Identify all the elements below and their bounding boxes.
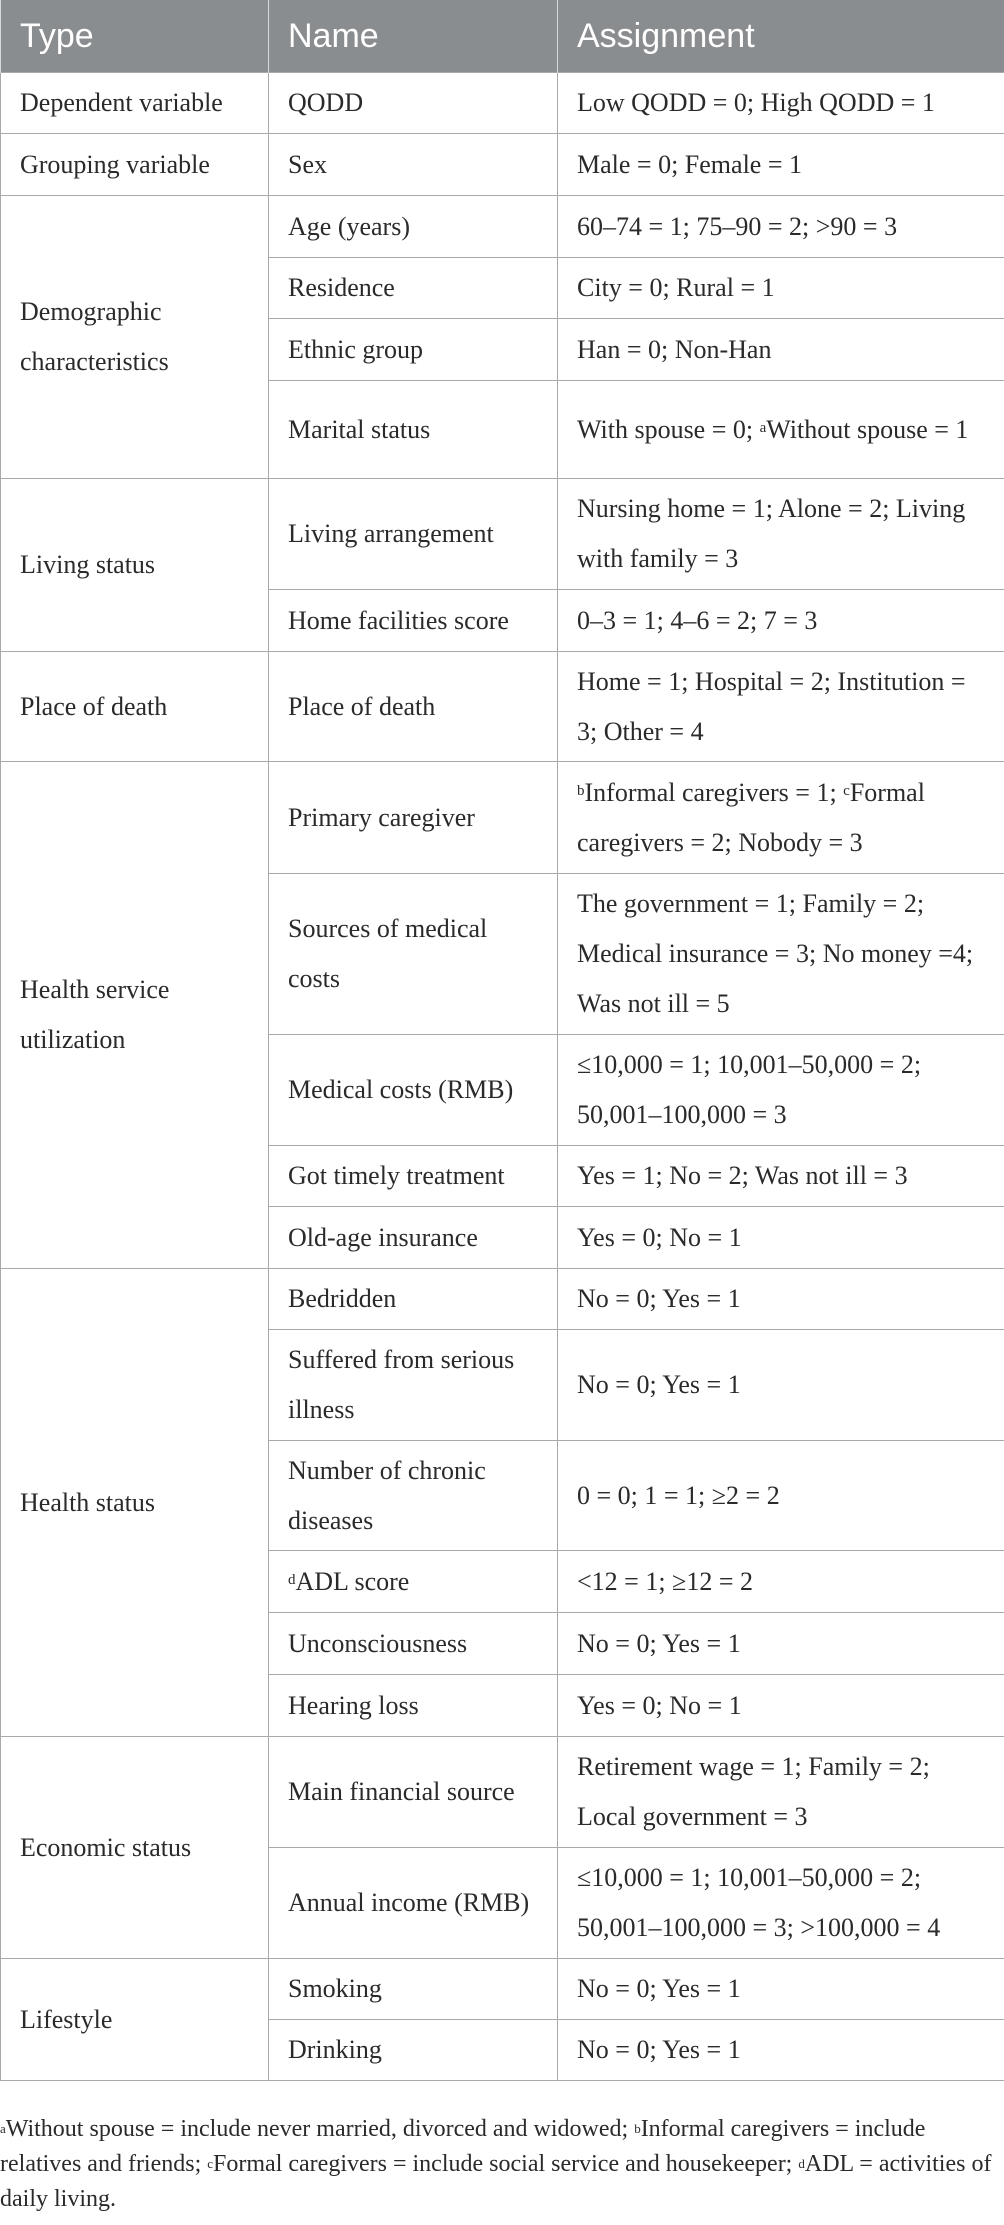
table-header: [1, 0, 1004, 73]
footnote-text: Without spouse = include never married, divorced and widowed;: [5, 2116, 635, 2142]
assignment-cell: Yes = 0; No = 1: [558, 1675, 1004, 1737]
assignment-cell: Han = 0; Non-Han: [558, 319, 1004, 381]
footnote-marker: d: [798, 2156, 805, 2171]
table-footnotes: [0, 2112, 1004, 2217]
assignment-cell: Retirement wage = 1; Family = 2; Local government = 3: [558, 1737, 1004, 1848]
name-cell: QODD: [269, 73, 558, 134]
type-cell: Dependent variable: [1, 73, 269, 134]
assignment-cell: Yes = 1; No = 2; Was not ill = 3: [558, 1146, 1004, 1207]
table-row: [1, 762, 1004, 874]
table-row: [1, 1269, 1004, 1330]
footnote-text: Informal caregivers = include relatives and friends;: [0, 2116, 926, 2177]
footnote-text: ADL = activities of daily living.: [0, 2151, 992, 2212]
assignment-cell: 60–74 = 1; 75–90 = 2; >90 = 3: [558, 196, 1004, 258]
assignment-cell: 0–3 = 1; 4–6 = 2; 7 = 3: [558, 590, 1004, 652]
name-cell: Old-age insurance: [269, 1207, 558, 1269]
assignment-text: Without spouse = 1: [766, 414, 969, 444]
assignment-cell: 0 = 0; 1 = 1; ≥2 = 2: [558, 1441, 1004, 1551]
type-cell: Living status: [1, 479, 269, 652]
assignment-cell: No = 0; Yes = 1: [558, 1269, 1004, 1330]
table-row: [1, 196, 1004, 258]
type-cell: Place of death: [1, 652, 269, 762]
assignment-cell: ≤10,000 = 1; 10,001–50,000 = 2; 50,001–100,000 = 3: [558, 1035, 1004, 1146]
footnote-marker: b: [577, 782, 585, 799]
assignment-cell: No = 0; Yes = 1: [558, 2020, 1004, 2081]
table-row: [1, 652, 1004, 762]
name-cell: Living arrangement: [269, 479, 558, 590]
assignment-cell: Home = 1; Hospital = 2; Institution = 3; Other = 4: [558, 652, 1004, 762]
header-name: Name: [269, 0, 558, 73]
assignment-cell: ≤10,000 = 1; 10,001–50,000 = 2; 50,001–100,000 = 3; >100,000 = 4: [558, 1848, 1004, 1959]
name-cell: Ethnic group: [269, 319, 558, 381]
name-cell: Marital status: [269, 381, 558, 479]
name-cell: Got timely treatment: [269, 1146, 558, 1207]
name-cell: Place of death: [269, 652, 558, 762]
footnote-marker: c: [207, 2156, 214, 2171]
assignment-cell: No = 0; Yes = 1: [558, 1613, 1004, 1675]
type-cell: Health service utilization: [1, 762, 269, 1269]
type-cell: Grouping variable: [1, 134, 269, 196]
type-cell: Lifestyle: [1, 1959, 269, 2081]
footnote-marker: a: [759, 419, 767, 436]
table-body: [1, 73, 1004, 2081]
assignment-cell: The government = 1; Family = 2; Medical insurance = 3; No money =4; Was not ill = 5: [558, 874, 1004, 1035]
header-type: Type: [1, 0, 269, 73]
name-cell: Number of chronic diseases: [269, 1441, 558, 1551]
name-cell: Sex: [269, 134, 558, 196]
name-cell: Home facilities score: [269, 590, 558, 652]
assignment-cell: Low QODD = 0; High QODD = 1: [558, 73, 1004, 134]
assignment-cell: Yes = 0; No = 1: [558, 1207, 1004, 1269]
table-row: [1, 1959, 1004, 2020]
name-cell: [269, 1551, 558, 1613]
name-cell: Primary caregiver: [269, 762, 558, 874]
name-cell: Residence: [269, 258, 558, 319]
table-row: [1, 73, 1004, 134]
assignment-text: Informal caregivers = 1;: [584, 777, 844, 807]
assignment-cell: City = 0; Rural = 1: [558, 258, 1004, 319]
assignment-cell: [558, 762, 1004, 874]
name-cell: Hearing loss: [269, 1675, 558, 1737]
assignment-cell: No = 0; Yes = 1: [558, 1959, 1004, 2020]
table-row: [1, 134, 1004, 196]
assignment-cell: [558, 381, 1004, 479]
footnote-marker: a: [0, 2121, 6, 2136]
footnote-text: Formal caregivers = include social service and housekeeper;: [213, 2151, 799, 2177]
name-cell: Medical costs (RMB): [269, 1035, 558, 1146]
header-assignment: Assignment: [558, 0, 1004, 73]
name-cell: Main financial source: [269, 1737, 558, 1848]
table-row: [1, 1737, 1004, 1848]
footnote-marker: d: [288, 1571, 296, 1588]
name-cell: Age (years): [269, 196, 558, 258]
table-row: [1, 479, 1004, 590]
type-cell: Demographic characteristics: [1, 196, 269, 479]
header-row: [1, 0, 1004, 73]
name-cell: Annual income (RMB): [269, 1848, 558, 1959]
type-cell: Health status: [1, 1269, 269, 1737]
assignment-text: With spouse = 0;: [577, 414, 760, 444]
name-cell: Sources of medical costs: [269, 874, 558, 1035]
name-cell: Bedridden: [269, 1269, 558, 1330]
name-cell: Smoking: [269, 1959, 558, 2020]
footnote-marker: b: [634, 2121, 641, 2136]
assignment-cell: No = 0; Yes = 1: [558, 1330, 1004, 1441]
footnote-marker: c: [843, 782, 850, 799]
name-cell: Drinking: [269, 2020, 558, 2081]
type-cell: Economic status: [1, 1737, 269, 1959]
assignment-cell: Nursing home = 1; Alone = 2; Living with family = 3: [558, 479, 1004, 590]
assignment-text: Formal caregivers = 2; Nobody = 3: [577, 777, 925, 857]
name-cell: Unconsciousness: [269, 1613, 558, 1675]
assignment-cell: Male = 0; Female = 1: [558, 134, 1004, 196]
name-cell: Suffered from serious illness: [269, 1330, 558, 1441]
assignment-cell: <12 = 1; ≥12 = 2: [558, 1551, 1004, 1613]
name-text: ADL score: [295, 1566, 410, 1596]
